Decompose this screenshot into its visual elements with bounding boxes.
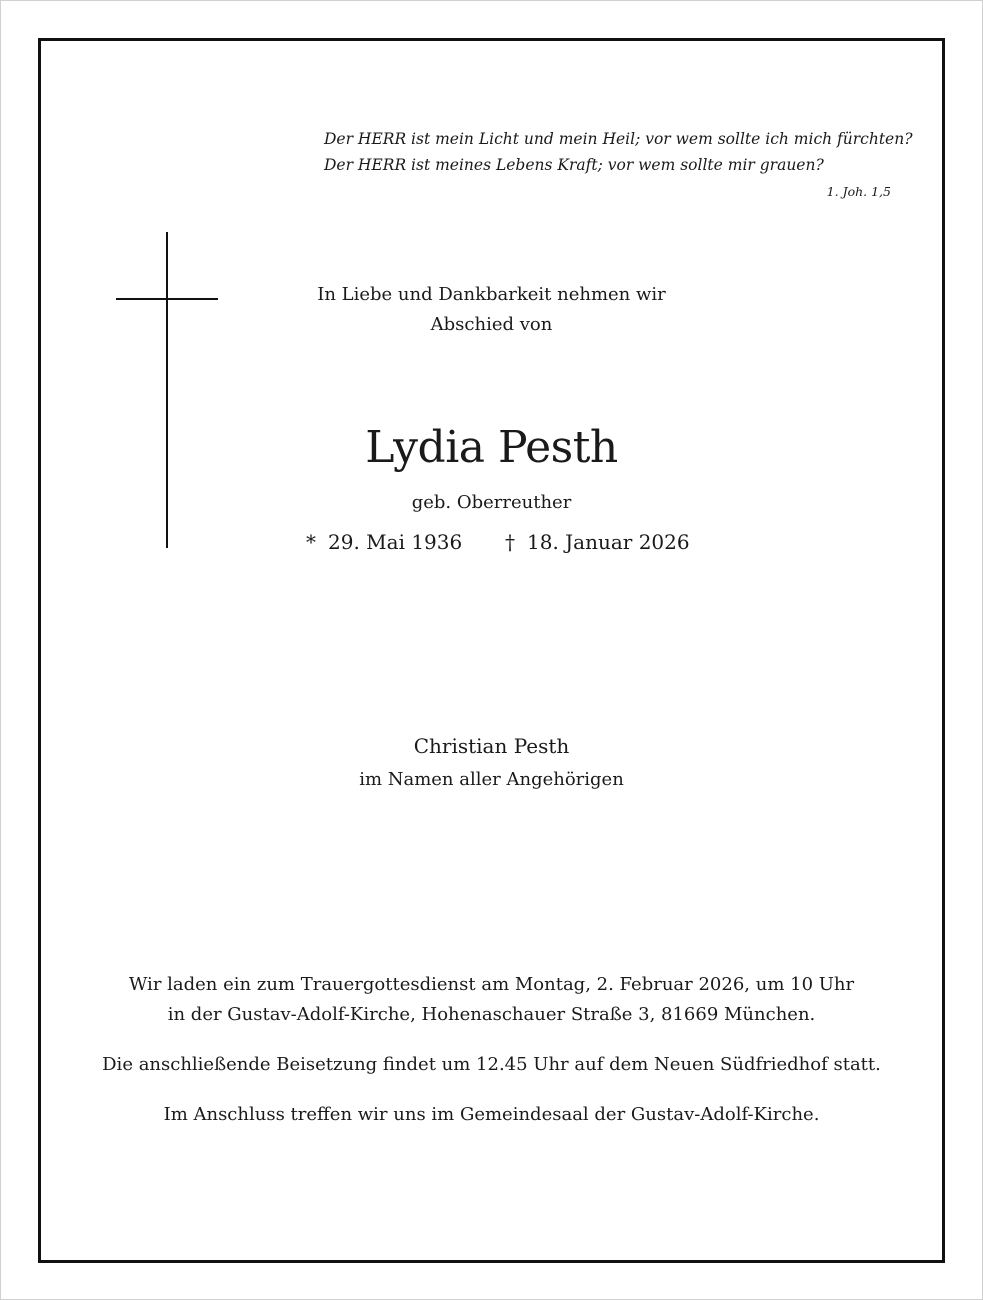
birth-date-text: 29. Mai 1936 xyxy=(328,530,463,554)
service-invitation xyxy=(41,970,942,1030)
service-line-2: in der Gustav-Adolf-Kirche, Hohenaschauer Straße 3, 81669 München. xyxy=(167,1004,816,1025)
intro-text xyxy=(41,280,942,340)
bible-verse xyxy=(324,126,913,178)
verse-reference: 1. Joh. 1,5 xyxy=(826,184,891,199)
deceased-name: Lydia Pesth xyxy=(365,422,618,473)
service-line-1: Wir laden ein zum Trauergottesdienst am Montag, 2. Februar 2026, um 10 Uhr xyxy=(128,974,855,995)
signer-name: Christian Pesth xyxy=(413,734,570,758)
burial-notice: Die anschließende Beisetzung findet um 12.45 Uhr auf dem Neuen Südfriedhof statt. xyxy=(102,1054,881,1075)
verse-line-2: Der HERR ist meines Lebens Kraft; vor wem sollte mir grauen? xyxy=(324,156,824,174)
gathering-notice: Im Anschluss treffen wir uns im Gemeindesaal der Gustav-Adolf-Kirche. xyxy=(163,1104,820,1125)
intro-line-1: In Liebe und Dankbarkeit nehmen wir xyxy=(317,284,666,305)
death-dagger-icon: † xyxy=(505,530,515,554)
maiden-name: geb. Oberreuther xyxy=(411,492,572,513)
verse-line-1: Der HERR ist mein Licht und mein Heil; vor wem sollte ich mich fürchten? xyxy=(324,130,913,148)
birth-star-icon: * xyxy=(306,530,316,554)
birth-date xyxy=(306,527,462,557)
death-date-text: 18. Januar 2026 xyxy=(527,530,690,554)
intro-line-2: Abschied von xyxy=(430,314,553,335)
signer-subtitle: im Namen aller Angehörigen xyxy=(359,769,624,790)
death-date xyxy=(505,527,690,557)
